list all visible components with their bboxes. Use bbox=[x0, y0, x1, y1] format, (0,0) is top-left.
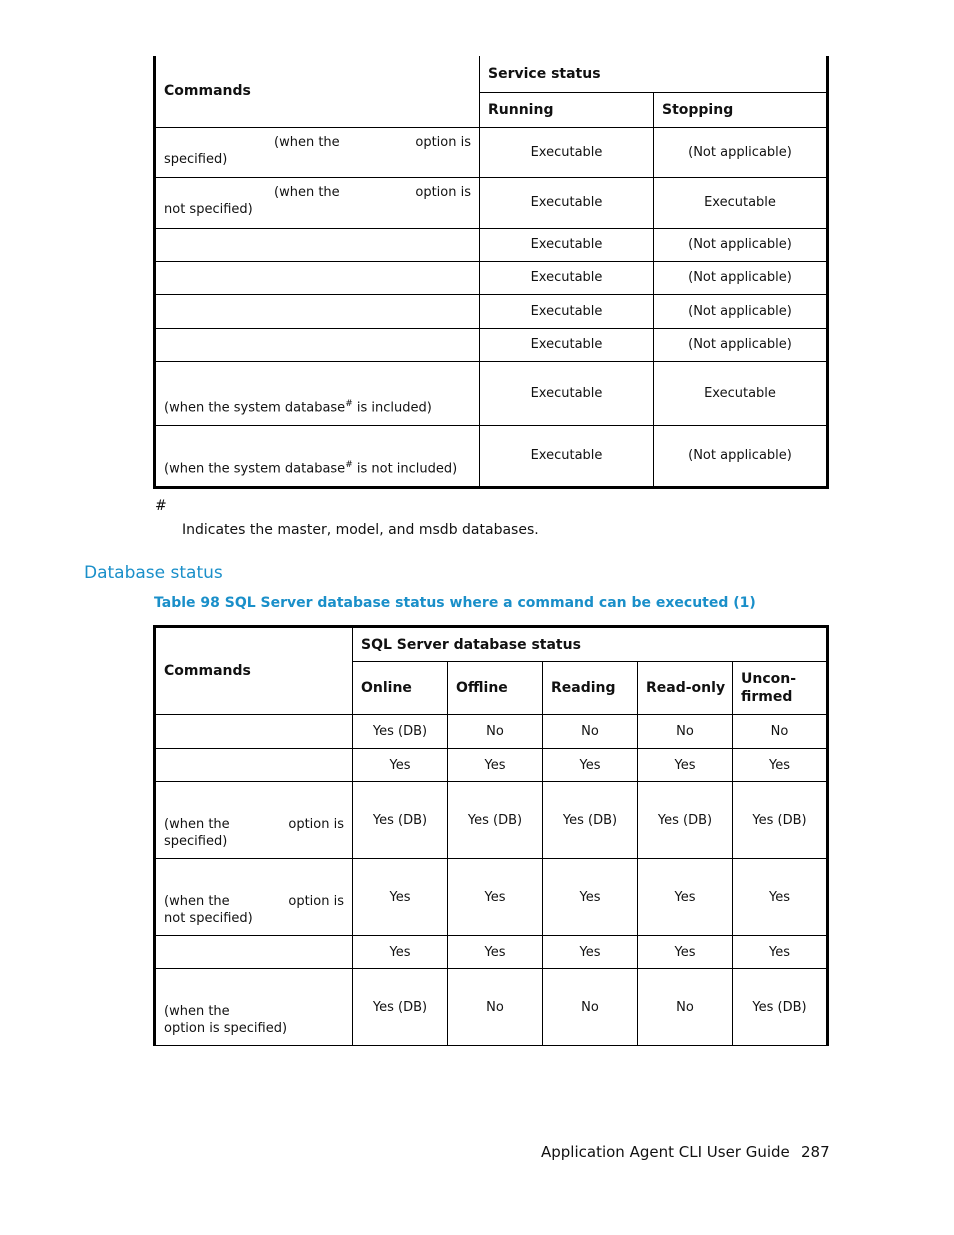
footnote-mark: # bbox=[345, 399, 353, 410]
running-cell: Executable bbox=[480, 177, 654, 228]
online-header: Online bbox=[353, 662, 448, 715]
status-cell: No bbox=[638, 715, 733, 749]
running-cell: Executable bbox=[480, 294, 654, 328]
commands-header: Commands bbox=[155, 56, 480, 127]
footnote-mark: # bbox=[345, 460, 353, 471]
stopping-cell: (Not applicable) bbox=[654, 228, 828, 261]
command-cell bbox=[155, 969, 353, 1046]
commands-header: Commands bbox=[155, 627, 353, 715]
reading-header: Reading bbox=[543, 662, 638, 715]
status-cell: Yes (DB) bbox=[353, 782, 448, 859]
status-cell: Yes bbox=[448, 936, 543, 969]
footnote-mark: # bbox=[155, 498, 167, 514]
cmd-text: is included) bbox=[352, 400, 432, 416]
table-row bbox=[155, 782, 828, 859]
table-row bbox=[155, 425, 828, 487]
stopping-cell: (Not applicable) bbox=[654, 127, 828, 177]
status-cell: No bbox=[543, 715, 638, 749]
status-cell: Yes bbox=[638, 936, 733, 969]
service-status-header: Service status bbox=[480, 56, 828, 92]
table-row bbox=[155, 361, 828, 425]
table-row bbox=[155, 294, 828, 328]
cmd-text: is not included) bbox=[352, 461, 458, 477]
status-cell: Yes bbox=[733, 936, 828, 969]
stopping-cell: Executable bbox=[654, 177, 828, 228]
cmd-text: option is bbox=[288, 817, 344, 832]
section-heading: Database status bbox=[84, 563, 223, 583]
cmd-text: option is bbox=[288, 894, 344, 909]
status-cell: Yes bbox=[448, 749, 543, 782]
table-caption: Table 98 SQL Server database status where a command can be executed (1) bbox=[154, 595, 756, 611]
command-cell bbox=[155, 127, 480, 177]
status-cell: Yes bbox=[448, 859, 543, 936]
unconfirmed-header bbox=[733, 662, 828, 715]
status-cell: No bbox=[638, 969, 733, 1046]
table-row bbox=[155, 328, 828, 361]
service-status-table bbox=[153, 56, 829, 489]
stopping-cell: Executable bbox=[654, 361, 828, 425]
status-cell: Yes bbox=[638, 749, 733, 782]
status-cell: Yes (DB) bbox=[543, 782, 638, 859]
status-cell: Yes bbox=[353, 749, 448, 782]
running-cell: Executable bbox=[480, 361, 654, 425]
status-cell: Yes bbox=[353, 936, 448, 969]
stopping-cell: (Not applicable) bbox=[654, 328, 828, 361]
status-cell: Yes bbox=[543, 859, 638, 936]
status-cell: No bbox=[448, 715, 543, 749]
command-cell bbox=[155, 294, 480, 328]
stopping-cell: (Not applicable) bbox=[654, 261, 828, 294]
cmd-text: (when the bbox=[164, 894, 230, 909]
status-cell: Yes (DB) bbox=[638, 782, 733, 859]
cmd-text: specified) bbox=[164, 834, 228, 849]
command-cell bbox=[155, 936, 353, 969]
command-cell bbox=[155, 425, 480, 487]
header-text: Uncon- bbox=[741, 671, 797, 687]
cmd-text: specified) bbox=[164, 151, 228, 167]
cmd-text: (when the system database bbox=[164, 461, 346, 477]
stopping-cell: (Not applicable) bbox=[654, 294, 828, 328]
read-only-header: Read-only bbox=[638, 662, 733, 715]
cmd-text: option is bbox=[415, 184, 471, 200]
table-row bbox=[155, 715, 828, 749]
running-cell: Executable bbox=[480, 425, 654, 487]
cmd-text: not specified) bbox=[164, 201, 253, 217]
running-cell: Executable bbox=[480, 127, 654, 177]
running-cell: Executable bbox=[480, 228, 654, 261]
command-cell bbox=[155, 228, 480, 261]
running-header: Running bbox=[480, 92, 654, 127]
running-cell: Executable bbox=[480, 261, 654, 294]
status-cell: Yes bbox=[733, 749, 828, 782]
stopping-cell: (Not applicable) bbox=[654, 425, 828, 487]
cmd-text: option is specified) bbox=[164, 1021, 288, 1036]
footnote-text: Indicates the master, model, and msdb databases. bbox=[182, 522, 539, 538]
header-text: firmed bbox=[741, 689, 793, 705]
status-cell: Yes bbox=[733, 859, 828, 936]
running-cell: Executable bbox=[480, 328, 654, 361]
table-row bbox=[155, 261, 828, 294]
command-cell bbox=[155, 715, 353, 749]
status-cell: Yes bbox=[543, 936, 638, 969]
status-cell: No bbox=[448, 969, 543, 1046]
status-cell: Yes bbox=[638, 859, 733, 936]
cmd-text: (when the bbox=[164, 1004, 230, 1019]
cmd-text: option is bbox=[415, 134, 471, 150]
page-number: 287 bbox=[801, 1143, 830, 1161]
status-cell: Yes bbox=[543, 749, 638, 782]
stopping-header: Stopping bbox=[654, 92, 828, 127]
cmd-text: (when the bbox=[274, 134, 340, 150]
table-row bbox=[155, 859, 828, 936]
status-cell: Yes (DB) bbox=[733, 969, 828, 1046]
command-cell bbox=[155, 859, 353, 936]
database-status-table bbox=[153, 625, 829, 1046]
command-cell bbox=[155, 177, 480, 228]
cmd-text: (when the system database bbox=[164, 400, 346, 416]
footer-title: Application Agent CLI User Guide bbox=[541, 1143, 790, 1161]
command-cell bbox=[155, 749, 353, 782]
command-cell bbox=[155, 361, 480, 425]
table-row bbox=[155, 749, 828, 782]
status-cell: Yes (DB) bbox=[353, 969, 448, 1046]
command-cell bbox=[155, 782, 353, 859]
offline-header: Offline bbox=[448, 662, 543, 715]
table-row bbox=[155, 969, 828, 1046]
cmd-text: (when the bbox=[164, 817, 230, 832]
table-row bbox=[155, 228, 828, 261]
status-cell: Yes (DB) bbox=[353, 715, 448, 749]
command-cell bbox=[155, 261, 480, 294]
table-row bbox=[155, 177, 828, 228]
table-row bbox=[155, 127, 828, 177]
table-row bbox=[155, 936, 828, 969]
status-cell: No bbox=[543, 969, 638, 1046]
status-cell: No bbox=[733, 715, 828, 749]
status-cell: Yes bbox=[353, 859, 448, 936]
db-status-header: SQL Server database status bbox=[353, 627, 828, 662]
cmd-text: not specified) bbox=[164, 911, 253, 926]
cmd-text: (when the bbox=[274, 184, 340, 200]
status-cell: Yes (DB) bbox=[448, 782, 543, 859]
status-cell: Yes (DB) bbox=[733, 782, 828, 859]
command-cell bbox=[155, 328, 480, 361]
